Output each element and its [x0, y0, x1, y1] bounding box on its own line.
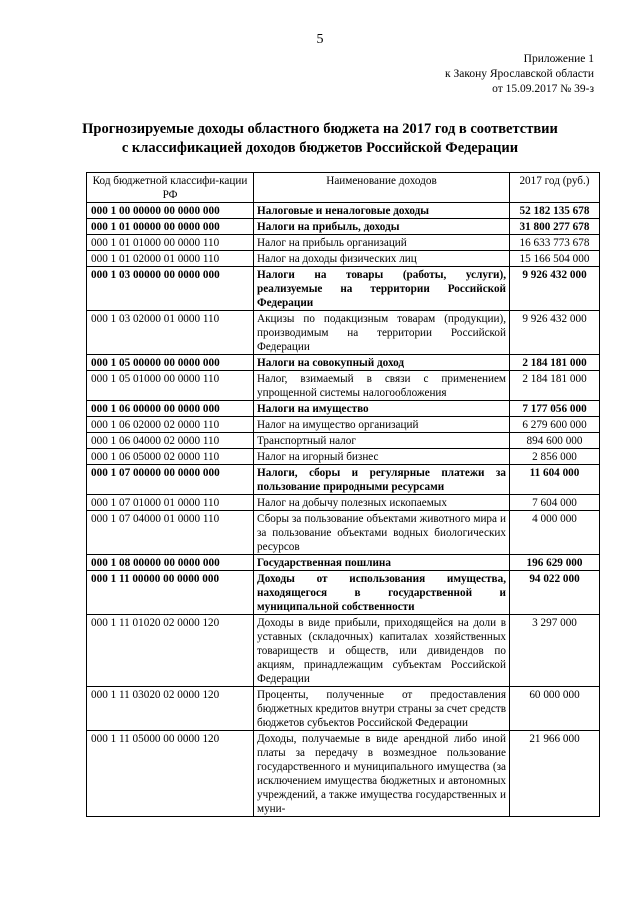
amount-cell: 11 604 000: [510, 465, 600, 495]
table-row: [87, 203, 600, 219]
code-cell: 000 1 03 00000 00 0000 000: [87, 267, 254, 311]
table-row: [87, 495, 600, 511]
name-cell: Налог на добычу полезных ископаемых: [254, 495, 510, 511]
code-cell: 000 1 11 01020 02 0000 120: [87, 615, 254, 687]
annex-line-1: Приложение 1: [523, 53, 594, 65]
amount-cell: 15 166 504 000: [510, 251, 600, 267]
name-cell: Налог, взимаемый в связи с применением упрощенной системы налогообложения: [254, 371, 510, 401]
name-cell: Акцизы по подакцизным товарам (продукции), производимым на территории Российской Федерации: [254, 311, 510, 355]
name-cell: Доходы, получаемые в виде арендной либо иной платы за передачу в возмездное пользование государственного и муниципального имущества (за исключением имущества бюджетных и автономных учреждений, а также имущества государственных и муни-: [254, 731, 510, 817]
name-cell: Доходы в виде прибыли, приходящейся на доли в уставных (складочных) капиталах хозяйственных товариществ и обществ, или дивидендов по акциям, принадлежащим субъектам Российской Федерации: [254, 615, 510, 687]
amount-cell: 52 182 135 678: [510, 203, 600, 219]
annex-line-3: от 15.09.2017 № 39-з: [492, 83, 594, 95]
title-line-2: с классификацией доходов бюджетов Российской Федерации: [121, 140, 519, 156]
name-cell: Налоги, сборы и регулярные платежи за пользование природными ресурсами: [254, 465, 510, 495]
table-row: [87, 465, 600, 495]
amount-cell: 7 604 000: [510, 495, 600, 511]
name-cell: Налоги на товары (работы, услуги), реализуемые на территории Российской Федерации: [254, 267, 510, 311]
header-code: Код бюджетной классифи-кации РФ: [87, 173, 254, 203]
amount-cell: 4 000 000: [510, 511, 600, 555]
code-cell: 000 1 01 00000 00 0000 000: [87, 219, 254, 235]
amount-cell: 9 926 432 000: [510, 267, 600, 311]
table-row: [87, 219, 600, 235]
code-cell: 000 1 03 02000 01 0000 110: [87, 311, 254, 355]
name-cell: Налог на прибыль организаций: [254, 235, 510, 251]
amount-cell: 3 297 000: [510, 615, 600, 687]
code-cell: 000 1 06 05000 02 0000 110: [87, 449, 254, 465]
annex-line-2: к Закону Ярославской области: [445, 68, 594, 80]
code-cell: 000 1 06 02000 02 0000 110: [87, 417, 254, 433]
code-cell: 000 1 01 01000 00 0000 110: [87, 235, 254, 251]
name-cell: Налоговые и неналоговые доходы: [254, 203, 510, 219]
page-number: 5: [316, 32, 324, 47]
code-cell: 000 1 06 00000 00 0000 000: [87, 401, 254, 417]
table-row: [87, 371, 600, 401]
table-header-row: [87, 173, 600, 203]
table-row: [87, 615, 600, 687]
name-cell: Налог на игорный бизнес: [254, 449, 510, 465]
table-row: [87, 449, 600, 465]
name-cell: Доходы от использования имущества, находящегося в государственной и муниципальной собственности: [254, 571, 510, 615]
table-body: [87, 203, 600, 817]
name-cell: Государственная пошлина: [254, 555, 510, 571]
table-row: [87, 731, 600, 817]
code-cell: 000 1 11 03020 02 0000 120: [87, 687, 254, 731]
code-cell: 000 1 05 01000 00 0000 110: [87, 371, 254, 401]
code-cell: 000 1 00 00000 00 0000 000: [87, 203, 254, 219]
table-row: [87, 235, 600, 251]
table-row: [87, 511, 600, 555]
amount-cell: 7 177 056 000: [510, 401, 600, 417]
table-row: [87, 311, 600, 355]
code-cell: 000 1 01 02000 01 0000 110: [87, 251, 254, 267]
code-cell: 000 1 07 01000 01 0000 110: [87, 495, 254, 511]
table-row: [87, 355, 600, 371]
table-row: [87, 555, 600, 571]
amount-cell: 16 633 773 678: [510, 235, 600, 251]
code-cell: 000 1 07 00000 00 0000 000: [87, 465, 254, 495]
name-cell: Налог на имущество организаций: [254, 417, 510, 433]
amount-cell: 196 629 000: [510, 555, 600, 571]
amount-cell: 894 600 000: [510, 433, 600, 449]
table-row: [87, 401, 600, 417]
table-row: [87, 433, 600, 449]
title-line-1: Прогнозируемые доходы областного бюджета на 2017 год в соответствии: [82, 121, 558, 137]
name-cell: Налоги на имущество: [254, 401, 510, 417]
name-cell: Транспортный налог: [254, 433, 510, 449]
amount-cell: 31 800 277 678: [510, 219, 600, 235]
amount-cell: 2 856 000: [510, 449, 600, 465]
amount-cell: 94 022 000: [510, 571, 600, 615]
table-row: [87, 417, 600, 433]
code-cell: 000 1 05 00000 00 0000 000: [87, 355, 254, 371]
name-cell: Налоги на совокупный доход: [254, 355, 510, 371]
table-row: [87, 687, 600, 731]
header-amount: 2017 год (руб.): [510, 173, 600, 203]
code-cell: 000 1 07 04000 01 0000 110: [87, 511, 254, 555]
name-cell: Налог на доходы физических лиц: [254, 251, 510, 267]
table-row: [87, 267, 600, 311]
name-cell: Проценты, полученные от предоставления бюджетных кредитов внутри страны за счет средств бюджетов субъектов Российской Федерации: [254, 687, 510, 731]
annex-block: [445, 52, 594, 97]
code-cell: 000 1 11 05000 00 0000 120: [87, 731, 254, 817]
code-cell: 000 1 11 00000 00 0000 000: [87, 571, 254, 615]
name-cell: Налоги на прибыль, доходы: [254, 219, 510, 235]
amount-cell: 2 184 181 000: [510, 355, 600, 371]
amount-cell: 2 184 181 000: [510, 371, 600, 401]
revenue-table: [86, 172, 600, 817]
table-row: [87, 571, 600, 615]
name-cell: Сборы за пользование объектами животного мира и за пользование объектами водных биологических ресурсов: [254, 511, 510, 555]
header-name: Наименование доходов: [254, 173, 510, 203]
code-cell: 000 1 08 00000 00 0000 000: [87, 555, 254, 571]
document-title: [40, 120, 600, 158]
amount-cell: 60 000 000: [510, 687, 600, 731]
table-row: [87, 251, 600, 267]
amount-cell: 9 926 432 000: [510, 311, 600, 355]
amount-cell: 6 279 600 000: [510, 417, 600, 433]
amount-cell: 21 966 000: [510, 731, 600, 817]
code-cell: 000 1 06 04000 02 0000 110: [87, 433, 254, 449]
